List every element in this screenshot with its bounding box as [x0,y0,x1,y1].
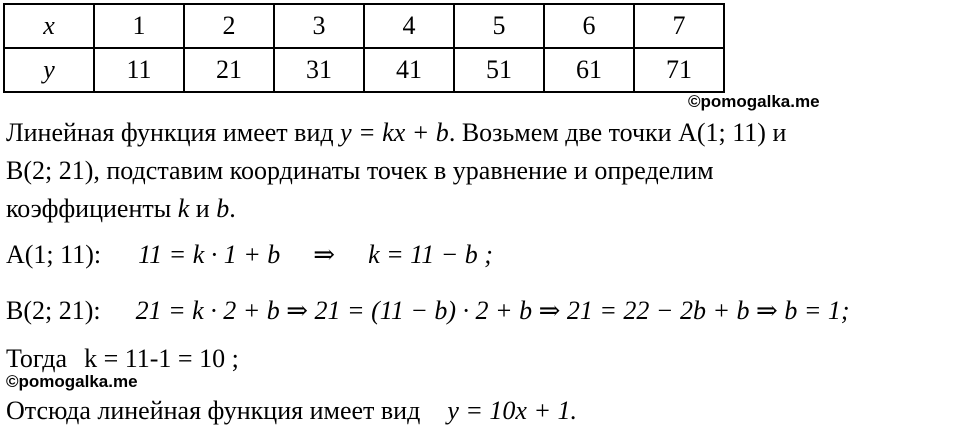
table-cell: 7 [634,4,724,48]
watermark-top: ©pomogalka.me [688,92,820,111]
intro-text: . [229,194,236,223]
equation-point-a [6,240,493,270]
var-k: k [177,194,190,223]
intro-text: и [195,194,210,223]
table-cell: 4 [364,4,454,48]
table-cell: 5 [454,4,544,48]
point-a-label: A(1; 11): [6,240,102,269]
table-row-x [4,4,724,48]
intro-line-3 [6,194,236,224]
intro-text: коэффициенты [6,194,172,223]
intro-line-2: B(2; 21), подставим координаты точек в уравнение и определим [6,156,714,185]
k-value: k = 11-1 = 10 ; [84,344,239,373]
intro-text: . Возьмем две точки A(1; 11) и [448,118,787,147]
intro-text: Линейная функция имеет вид [6,118,334,147]
table-cell: 6 [544,4,634,48]
implies-arrow: ⇒ [756,296,778,325]
table-header-x: x [4,4,94,48]
equation-b-step4: b = 1; [784,296,850,325]
then-line [6,344,239,374]
xy-values-table [3,3,725,93]
table-cell: 61 [544,48,634,92]
watermark-bottom: ©pomogalka.me [6,372,138,391]
formula-general: y = kx + b [340,118,449,147]
implies-arrow: ⇒ [538,296,561,325]
table-cell: 41 [364,48,454,92]
table-cell: 3 [274,4,364,48]
table-cell: 71 [634,48,724,92]
final-line [6,396,577,426]
final-text: Отсюда линейная функция имеет вид [6,396,421,425]
table-cell: 2 [184,4,274,48]
table-row-y [4,48,724,92]
table-cell: 11 [94,48,184,92]
final-formula: y = 10x + 1. [447,396,577,425]
intro-line-1 [6,118,786,148]
table-cell: 21 [184,48,274,92]
point-b-label: B(2; 21): [6,296,101,325]
var-b: b [216,194,230,223]
table-cell: 1 [94,4,184,48]
then-word: Тогда [6,344,68,373]
implies-arrow: ⇒ [313,240,336,269]
equation-a-step1: 11 = k · 1 + b [138,240,281,269]
equation-a-step2: k = 11 − b ; [368,240,493,269]
table-cell: 51 [454,48,544,92]
equation-b-step2: 21 = (11 − b) · 2 + b [314,296,533,325]
equation-point-b [6,296,850,326]
equation-b-step3: 21 = 22 − 2b + b [566,296,750,325]
implies-arrow: ⇒ [286,296,309,325]
equation-b-step1: 21 = k · 2 + b [135,296,280,325]
table-cell: 31 [274,48,364,92]
table-header-y: y [4,48,94,92]
